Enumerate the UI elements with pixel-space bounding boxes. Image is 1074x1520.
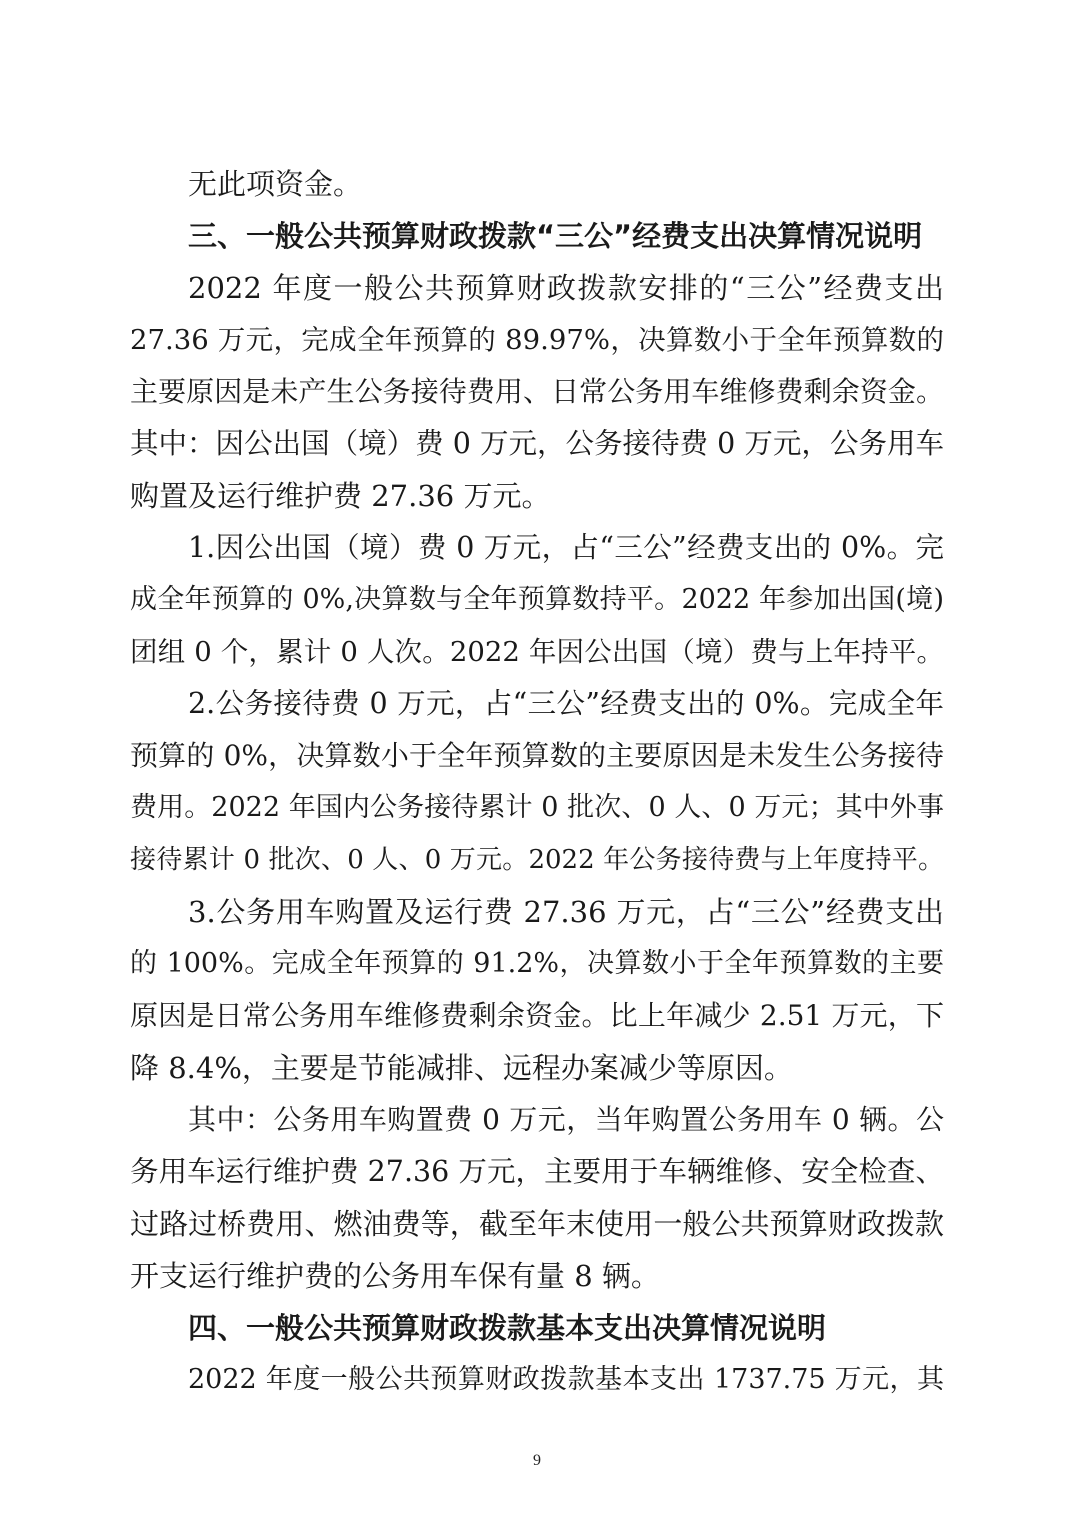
text-line: 3.公务用车购置及运行费 27.36 万元，占“三公”经费支出 xyxy=(188,895,944,929)
text-line: 2.公务接待费 0 万元，占“三公”经费支出的 0%。完成全年 xyxy=(188,687,944,720)
document-body xyxy=(130,158,944,1406)
text-line: 无此项资金。 xyxy=(188,167,363,201)
text-line: 成全年预算的 0%,决算数与全年预算数持平。2022 年参加出国(境) xyxy=(130,584,944,615)
text-line: 购置及运行维护费 27.36 万元。 xyxy=(130,479,551,513)
page-number: 9 xyxy=(533,1452,541,1469)
text-line: 原因是日常公务用车维修费剩余资金。比上年减少 2.51 万元，下 xyxy=(130,999,944,1032)
text-line: 1.因公出国（境）费 0 万元，占“三公”经费支出的 0%。完 xyxy=(188,531,944,564)
text-line: 务用车运行维护费 27.36 万元，主要用于车辆维修、安全检查、 xyxy=(130,1155,944,1188)
text-line: 的 100%。完成全年预算的 91.2%，决算数小于全年预算数的主要 xyxy=(130,948,944,979)
text-line: 2022 年度一般公共预算财政拨款安排的“三公”经费支出 xyxy=(188,271,944,305)
text-line: 其中：公务用车购置费 0 万元，当年购置公务用车 0 辆。公 xyxy=(188,1103,944,1136)
text-line: 接待累计 0 批次、0 人、0 万元。2022 年公务接待费与上年度持平。 xyxy=(130,845,944,875)
text-line: 团组 0 个，累计 0 人次。2022 年因公出国（境）费与上年持平。 xyxy=(130,636,944,668)
text-line: 27.36 万元，完成全年预算的 89.97%，决算数小于全年预算数的 xyxy=(130,324,944,356)
text-line: 降 8.4%，主要是节能减排、远程办案减少等原因。 xyxy=(130,1051,793,1085)
text-line: 费用。2022 年国内公务接待累计 0 批次、0 人、0 万元；其中外事 xyxy=(130,792,944,823)
section-heading-four: 四、一般公共预算财政拨款基本支出决算情况说明 xyxy=(188,1311,827,1345)
text-line: 开支运行维护费的公务用车保有量 8 辆。 xyxy=(130,1259,660,1293)
text-line: 预算的 0%，决算数小于全年预算数的主要原因是未发生公务接待 xyxy=(130,739,944,772)
text-line: 其中：因公出国（境）费 0 万元，公务接待费 0 万元，公务用车 xyxy=(130,427,944,460)
section-heading-three: 三、一般公共预算财政拨款“三公”经费支出决算情况说明 xyxy=(188,219,923,253)
text-line: 过路过桥费用、燃油费等，截至年末使用一般公共预算财政拨款 xyxy=(130,1207,944,1241)
text-line: 主要原因是未产生公务接待费用、日常公务用车维修费剩余资金。 xyxy=(130,375,944,408)
text-line: 2022 年度一般公共预算财政拨款基本支出 1737.75 万元，其 xyxy=(188,1364,944,1395)
